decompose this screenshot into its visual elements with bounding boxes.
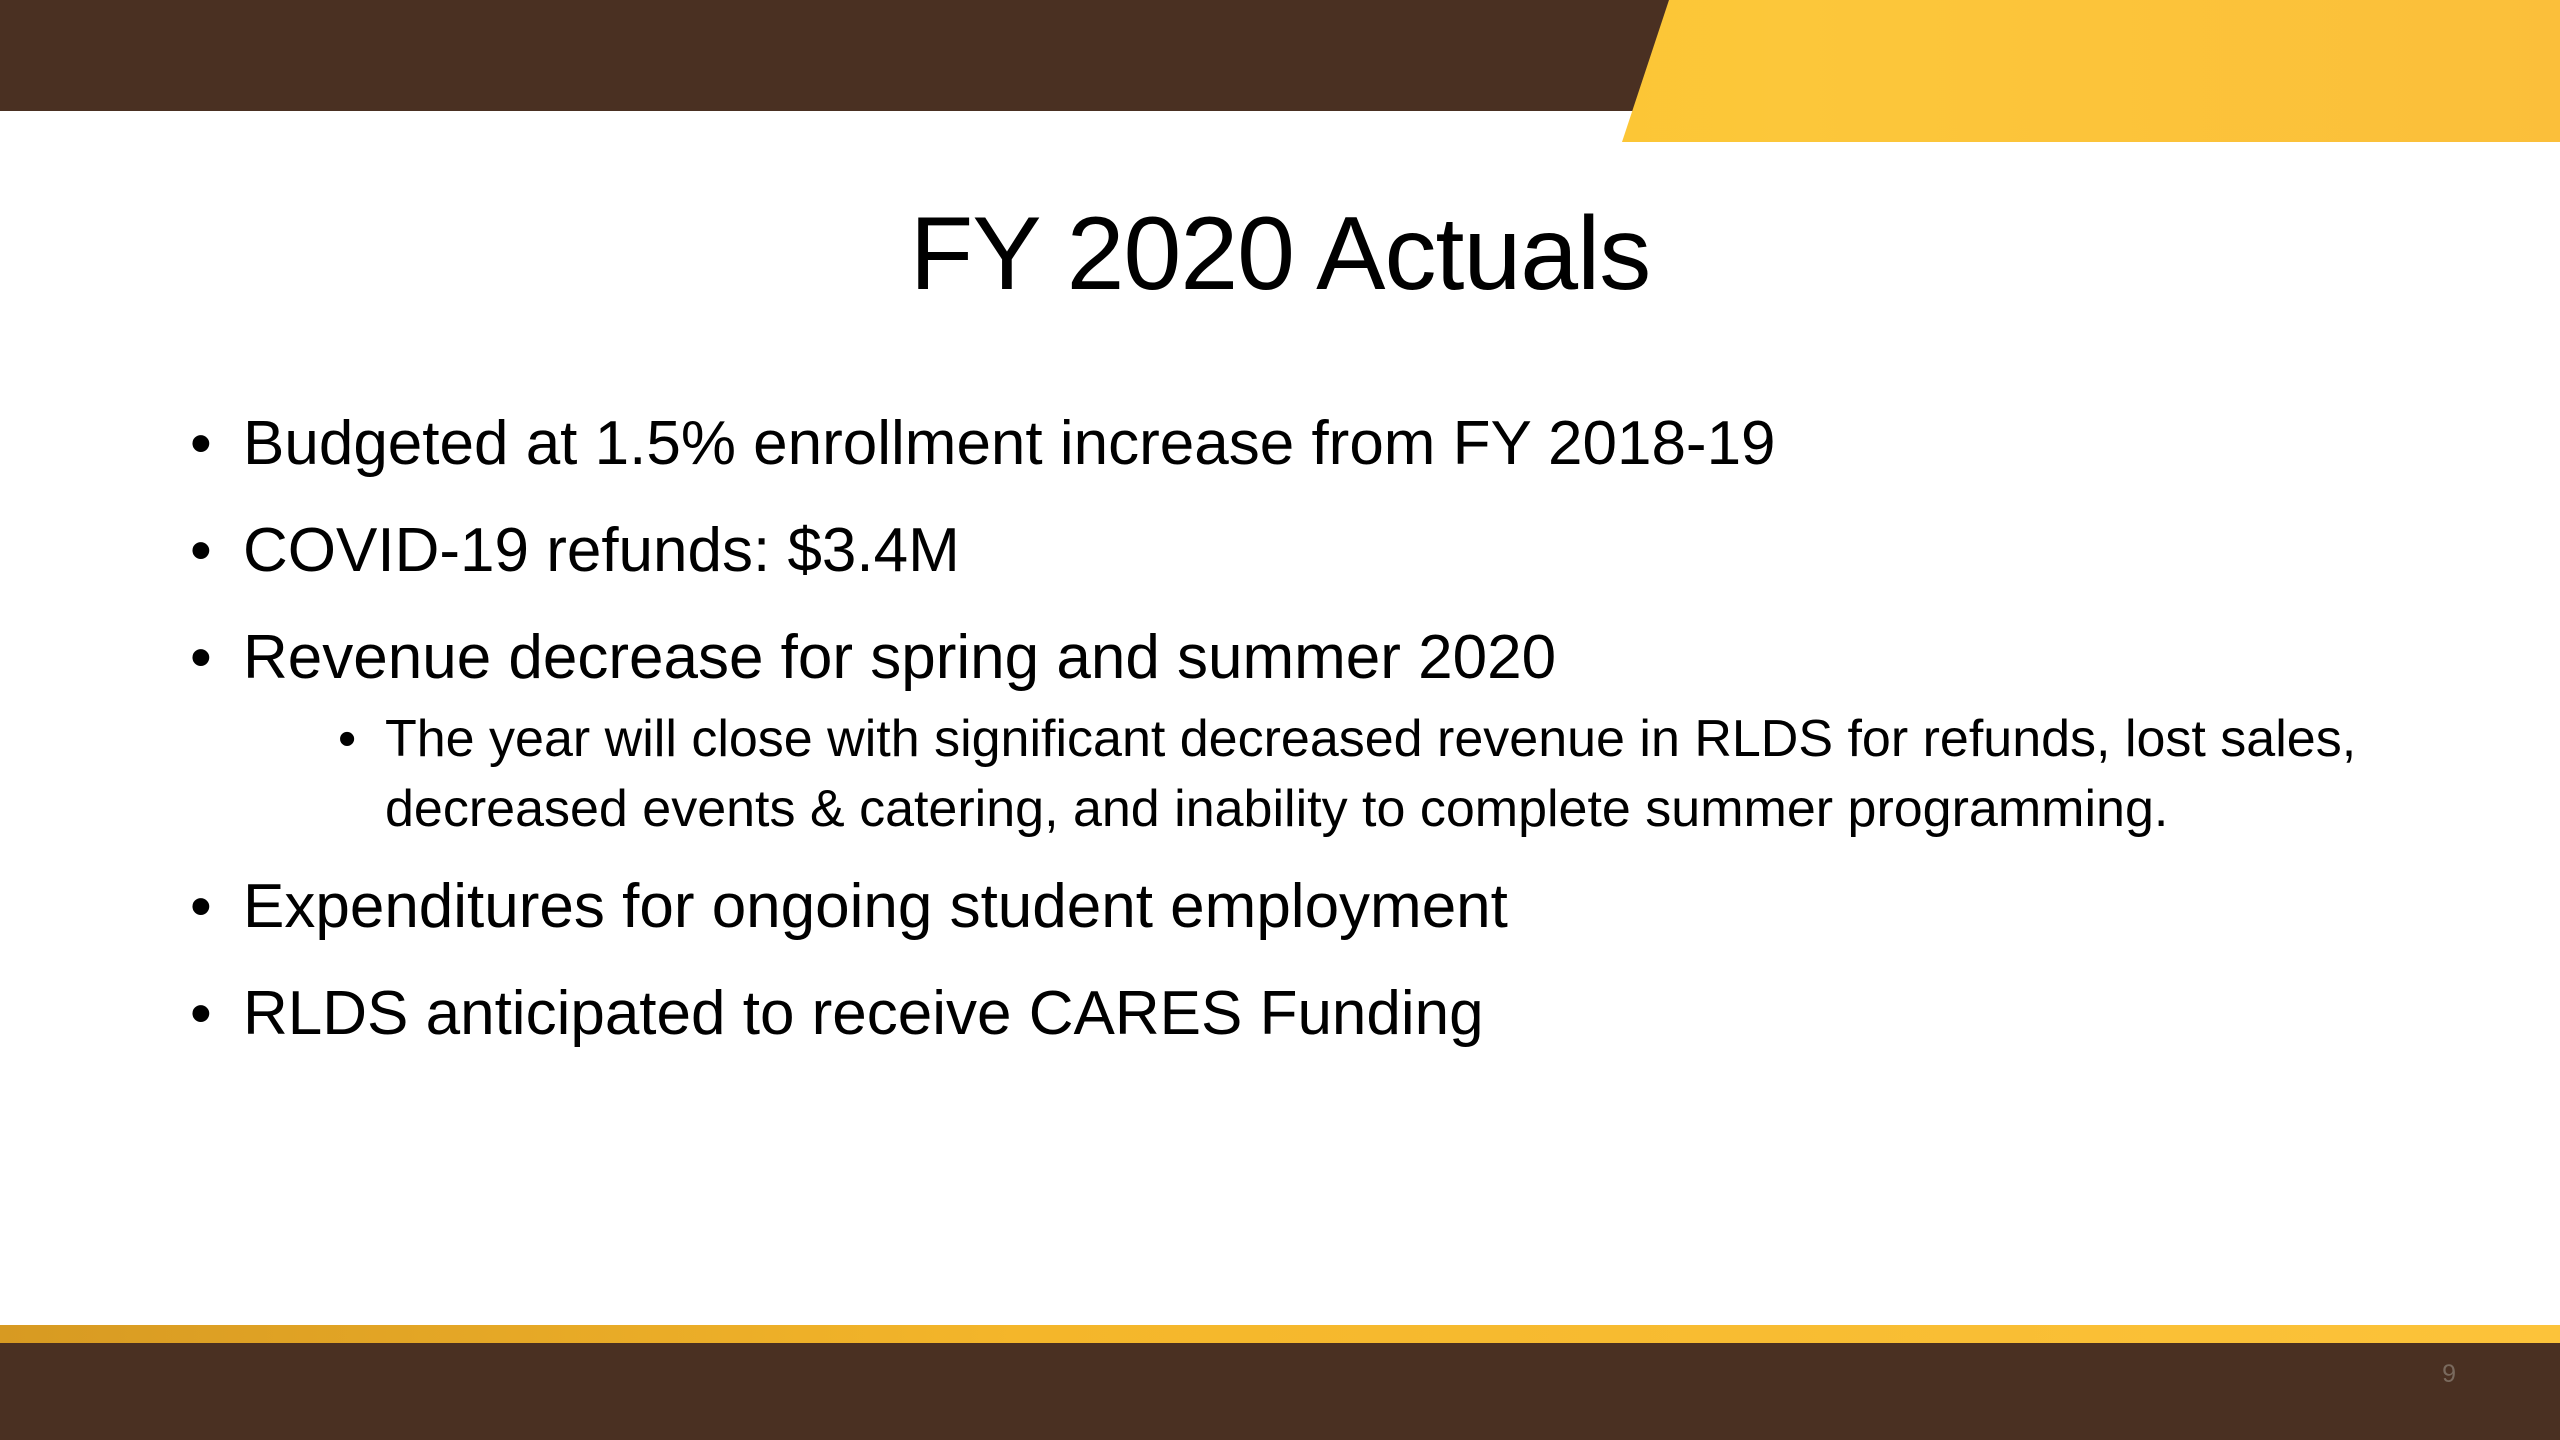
- bullet-text: RLDS anticipated to receive CARES Funding: [243, 979, 1484, 1048]
- footer-brown-band: [0, 1343, 2560, 1440]
- sub-bullet-list: [243, 704, 2390, 844]
- footer-gold-line: [0, 1325, 2560, 1343]
- bullet-item: [190, 970, 2390, 1058]
- page-number: 9: [2442, 1360, 2456, 1388]
- sub-bullet-text: The year will close with significant decreased revenue in RLDS for refunds, lost sales, decreased events & catering, and inability to complete summer programming.: [385, 710, 2357, 838]
- bullet-item: [190, 507, 2390, 595]
- bullet-text: Expenditures for ongoing student employment: [243, 872, 1508, 941]
- bullet-text: Revenue decrease for spring and summer 2020: [243, 623, 1557, 692]
- bullet-item: [190, 863, 2390, 951]
- bullet-item: [190, 400, 2390, 488]
- slide-title: FY 2020 Actuals: [909, 196, 1651, 312]
- bullet-text: Budgeted at 1.5% enrollment increase from FY 2018-19: [243, 409, 1776, 478]
- bullet-item: [190, 614, 2390, 844]
- bullet-text: COVID-19 refunds: $3.4M: [243, 516, 960, 585]
- sub-bullet-item: [338, 704, 2400, 844]
- bullet-list: [190, 400, 2390, 1077]
